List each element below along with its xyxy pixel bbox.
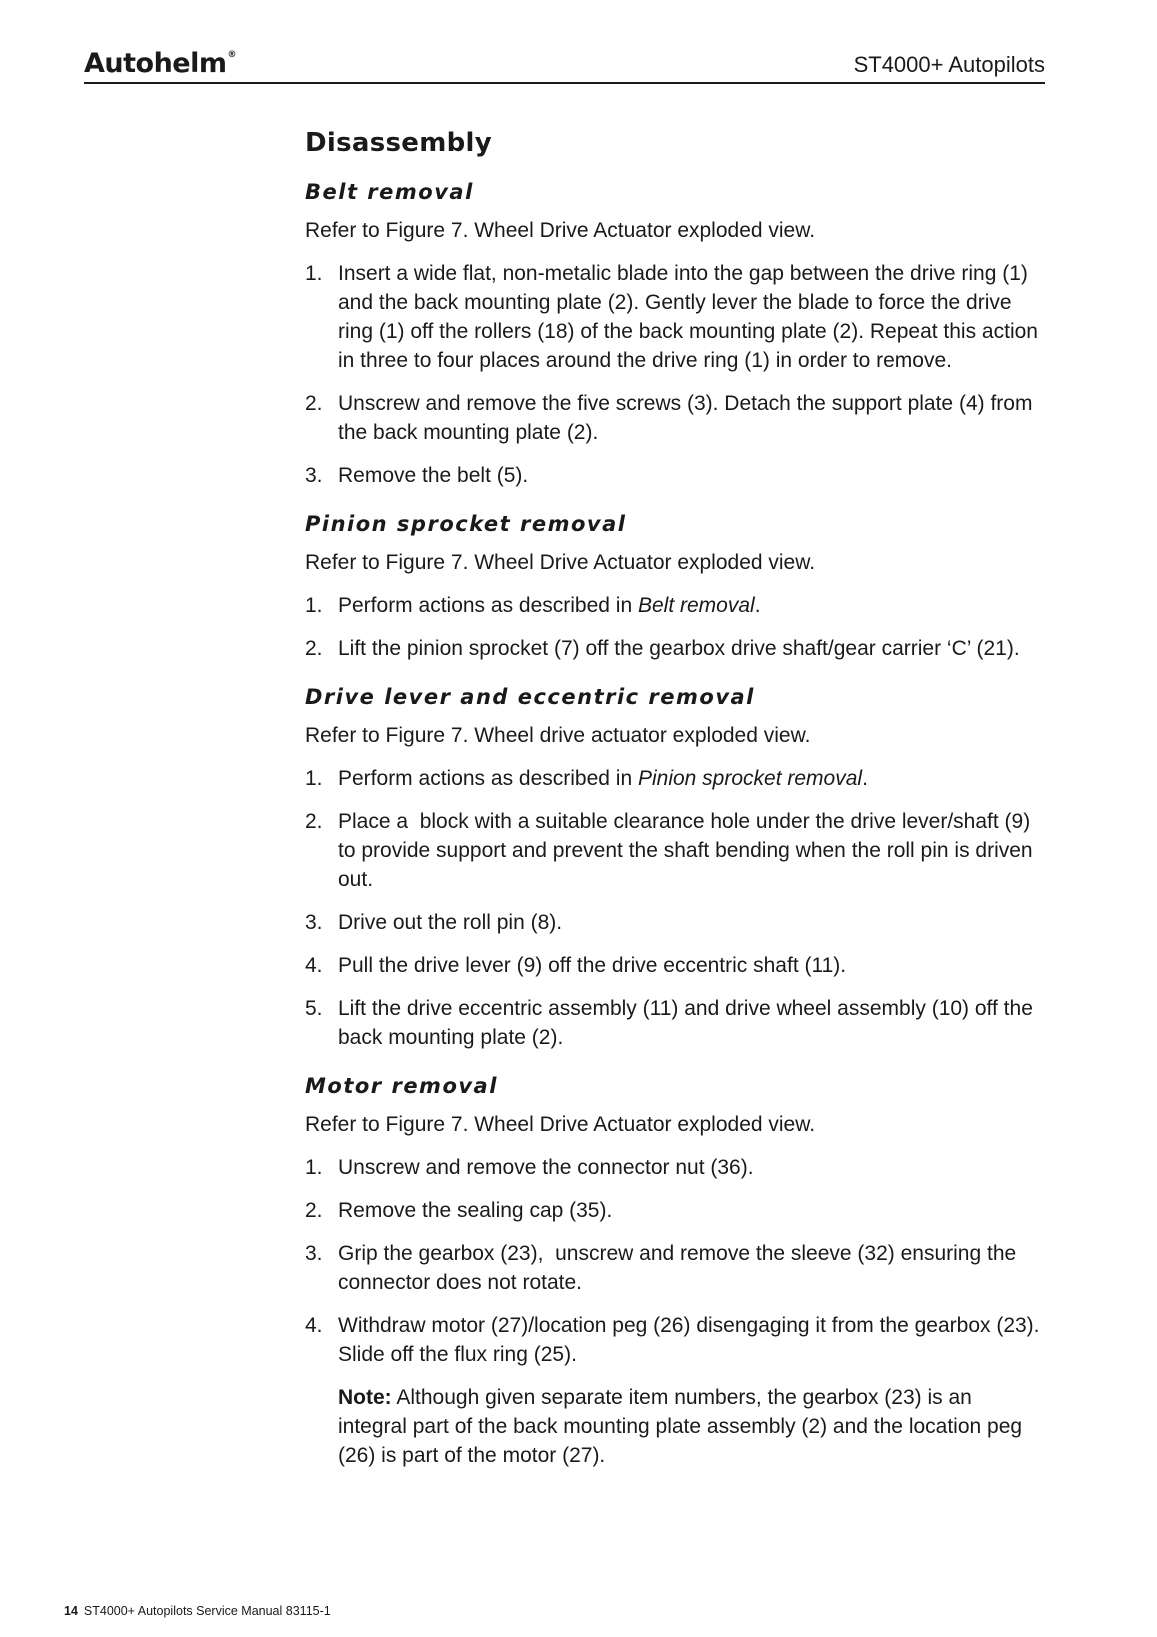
step-list bbox=[305, 591, 1045, 663]
step-text: Grip the gearbox (23), unscrew and remove the sleeve (32) ensuring the connector does not rotate. bbox=[338, 1242, 1023, 1294]
figure-reference: Refer to Figure 7. Wheel Drive Actuator exploded view. bbox=[305, 219, 816, 242]
cross-reference: Belt removal bbox=[637, 594, 755, 617]
step-list bbox=[305, 764, 1045, 1052]
cross-reference: Pinion sprocket removal bbox=[637, 767, 863, 790]
step-text: Remove the belt (5). bbox=[338, 464, 529, 487]
footer-text: ST4000+ Autopilots Service Manual 83115-1 bbox=[83, 1604, 331, 1618]
step-list bbox=[305, 1153, 1045, 1369]
page-footer bbox=[64, 1604, 331, 1618]
step-text: Withdraw motor (27)/location peg (26) disengaging it from the gearbox (23). Slide off the flux ring (25). bbox=[338, 1314, 1040, 1366]
page-content bbox=[305, 128, 1045, 1492]
step-text: Drive out the roll pin (8). bbox=[338, 911, 563, 934]
step-number: 2. bbox=[305, 810, 323, 833]
step-number: 4. bbox=[305, 1314, 323, 1337]
list-item bbox=[305, 461, 1045, 490]
note-text: Although given separate item numbers, the gearbox (23) is an integral part of the back mounting plate assembly (2) and the location peg (26) is part of the motor (27). bbox=[338, 1386, 1023, 1467]
list-item bbox=[305, 908, 1045, 937]
step-number: 3. bbox=[305, 464, 323, 487]
step-number: 1. bbox=[305, 767, 323, 790]
section-motor-removal bbox=[305, 1074, 1045, 1470]
header-rule bbox=[84, 82, 1045, 84]
section-title: Motor removal bbox=[305, 1074, 498, 1098]
list-item bbox=[305, 764, 1045, 793]
step-number: 1. bbox=[305, 594, 323, 617]
step-text-suffix: . bbox=[754, 594, 761, 617]
document-title: ST4000+ Autopilots bbox=[853, 52, 1045, 77]
step-text: Lift the pinion sprocket (7) off the gearbox drive shaft/gear carrier ‘C’ (21). bbox=[338, 637, 1020, 660]
section-belt-removal bbox=[305, 180, 1045, 490]
step-number: 2. bbox=[305, 1199, 323, 1222]
step-text: Remove the sealing cap (35). bbox=[338, 1199, 613, 1222]
brand-logo bbox=[84, 48, 236, 79]
list-item bbox=[305, 259, 1045, 375]
step-number: 1. bbox=[305, 1156, 323, 1179]
step-number: 2. bbox=[305, 392, 323, 415]
list-item bbox=[305, 994, 1045, 1052]
step-list bbox=[305, 259, 1045, 490]
list-item bbox=[305, 807, 1045, 894]
step-text: Unscrew and remove the five screws (3). Detach the support plate (4) from the back mounting plate (2). bbox=[338, 392, 1033, 444]
page-heading: Disassembly bbox=[305, 128, 492, 158]
trademark-mark: ® bbox=[227, 50, 236, 60]
list-item bbox=[305, 1196, 1045, 1225]
note-label: Note: bbox=[338, 1386, 392, 1409]
step-text: Perform actions as described in bbox=[338, 767, 638, 790]
list-item bbox=[305, 591, 1045, 620]
list-item bbox=[305, 951, 1045, 980]
brand-name: Autohelm bbox=[84, 48, 227, 79]
step-number: 3. bbox=[305, 1242, 323, 1265]
note-paragraph bbox=[305, 1383, 1045, 1470]
step-text: Unscrew and remove the connector nut (36). bbox=[338, 1156, 754, 1179]
list-item bbox=[305, 1239, 1045, 1297]
step-number: 1. bbox=[305, 262, 323, 285]
step-number: 5. bbox=[305, 997, 323, 1020]
list-item bbox=[305, 634, 1045, 663]
step-number: 3. bbox=[305, 911, 323, 934]
step-text: Place a block with a suitable clearance hole under the drive lever/shaft (9) to provide support and prevent the shaft bending when the roll pin is driven out. bbox=[338, 810, 1039, 891]
step-text: Perform actions as described in bbox=[338, 594, 638, 617]
step-text: Insert a wide flat, non-metalic blade into the gap between the drive ring (1) and the back mounting plate (2). Gently lever the blade to force the drive ring (1) off the rollers (18) of the back mounting plate (2). Repeat this action in three to four places around the drive ring (1) in order to remove. bbox=[338, 262, 1038, 372]
section-title: Pinion sprocket removal bbox=[305, 512, 627, 536]
section-pinion-sprocket-removal bbox=[305, 512, 1045, 663]
step-number: 2. bbox=[305, 637, 323, 660]
list-item bbox=[305, 1153, 1045, 1182]
step-text: Pull the drive lever (9) off the drive eccentric shaft (11). bbox=[338, 954, 847, 977]
step-text: Lift the drive eccentric assembly (11) and drive wheel assembly (10) off the back mounting plate (2). bbox=[338, 997, 1033, 1049]
figure-reference: Refer to Figure 7. Wheel drive actuator exploded view. bbox=[305, 724, 811, 747]
section-title: Belt removal bbox=[305, 180, 474, 204]
figure-reference: Refer to Figure 7. Wheel Drive Actuator exploded view. bbox=[305, 1113, 816, 1136]
step-text-suffix: . bbox=[862, 767, 868, 790]
section-title: Drive lever and eccentric removal bbox=[305, 685, 755, 709]
page-number: 14 bbox=[64, 1604, 78, 1618]
section-drive-lever-removal bbox=[305, 685, 1045, 1052]
list-item bbox=[305, 389, 1045, 447]
step-number: 4. bbox=[305, 954, 323, 977]
figure-reference: Refer to Figure 7. Wheel Drive Actuator exploded view. bbox=[305, 551, 816, 574]
list-item bbox=[305, 1311, 1045, 1369]
